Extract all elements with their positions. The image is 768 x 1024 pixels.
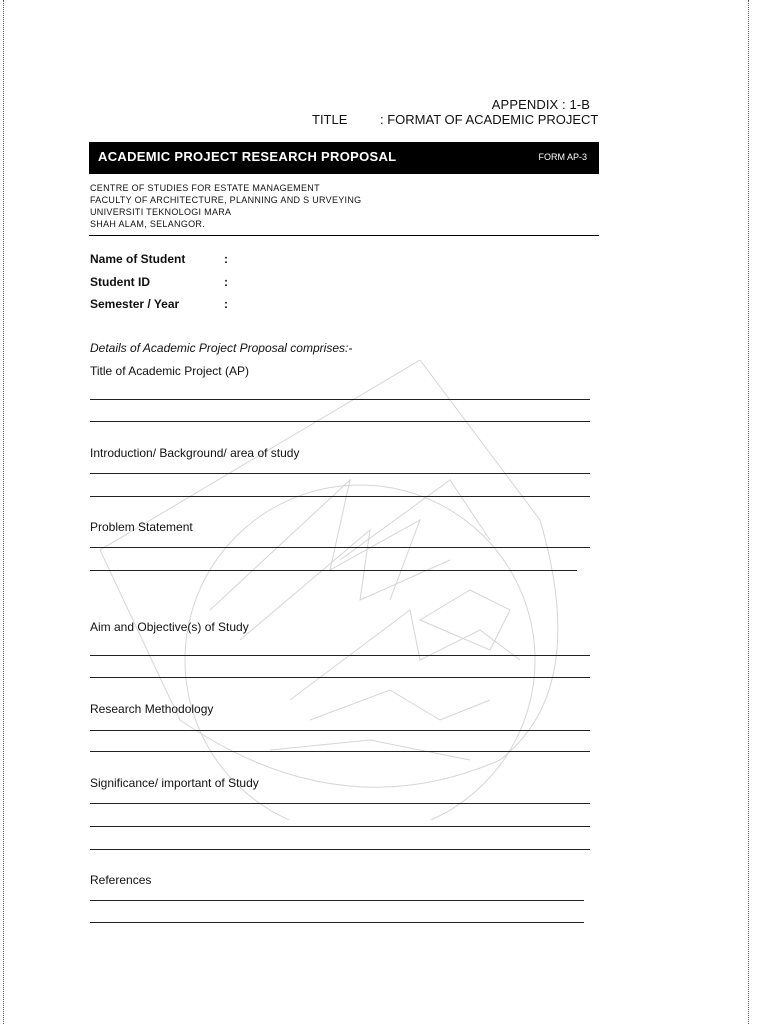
answer-line[interactable] [90,751,590,752]
answer-line[interactable] [90,849,590,850]
appendix-label: APPENDIX : 1-B [491,97,590,112]
answer-line[interactable] [90,496,590,497]
institution-line: UNIVERSITI TEKNOLOGI MARA [90,207,232,217]
answer-line[interactable] [90,473,590,474]
page-border-left [3,0,4,1024]
section-heading-title: Title of Academic Project (AP) [90,364,249,378]
student-name-label: Name of Student [90,252,186,266]
answer-line[interactable] [90,900,584,901]
section-heading-significance: Significance/ important of Study [90,776,259,790]
answer-line[interactable] [90,922,584,923]
field-colon: : [224,275,228,289]
field-colon: : [224,297,228,311]
answer-line[interactable] [90,803,590,804]
section-heading-introduction: Introduction/ Background/ area of study [90,446,300,460]
page-border-right [748,0,749,1024]
section-heading-problem-statement: Problem Statement [90,520,193,534]
field-colon: : [224,252,228,266]
student-id-label: Student ID [90,275,150,289]
form-header-bar [89,142,599,174]
institution-block [90,182,361,230]
answer-line[interactable] [90,399,590,400]
student-name-field[interactable] [90,252,228,266]
title-value: : FORMAT OF ACADEMIC PROJECT [380,112,599,127]
institution-line: CENTRE OF STUDIES FOR ESTATE MANAGEMENT [90,183,320,193]
form-code: FORM AP-3 [538,152,587,162]
answer-line[interactable] [90,655,590,656]
section-heading-aim-objectives: Aim and Objective(s) of Study [90,620,249,634]
institution-line: SHAH ALAM, SELANGOR. [90,219,206,229]
section-heading-research-methodology: Research Methodology [90,702,214,716]
answer-line[interactable] [90,421,590,422]
institution-divider [89,235,599,236]
form-title: ACADEMIC PROJECT RESEARCH PROPOSAL [98,149,397,164]
title-label: TITLE [312,112,348,127]
proposal-intro: Details of Academic Project Proposal comprises:- [90,341,353,355]
institution-line: FACULTY OF ARCHITECTURE, PLANNING AND S URVEYING [90,195,362,205]
answer-line[interactable] [90,677,590,678]
title-line [312,112,598,127]
answer-line[interactable] [90,730,590,731]
answer-line[interactable] [90,547,590,548]
student-id-field[interactable] [90,275,228,289]
semester-year-field[interactable] [90,297,228,311]
answer-line[interactable] [90,570,577,571]
answer-line[interactable] [90,826,590,827]
section-heading-references: References [90,873,152,887]
semester-year-label: Semester / Year [90,297,180,311]
